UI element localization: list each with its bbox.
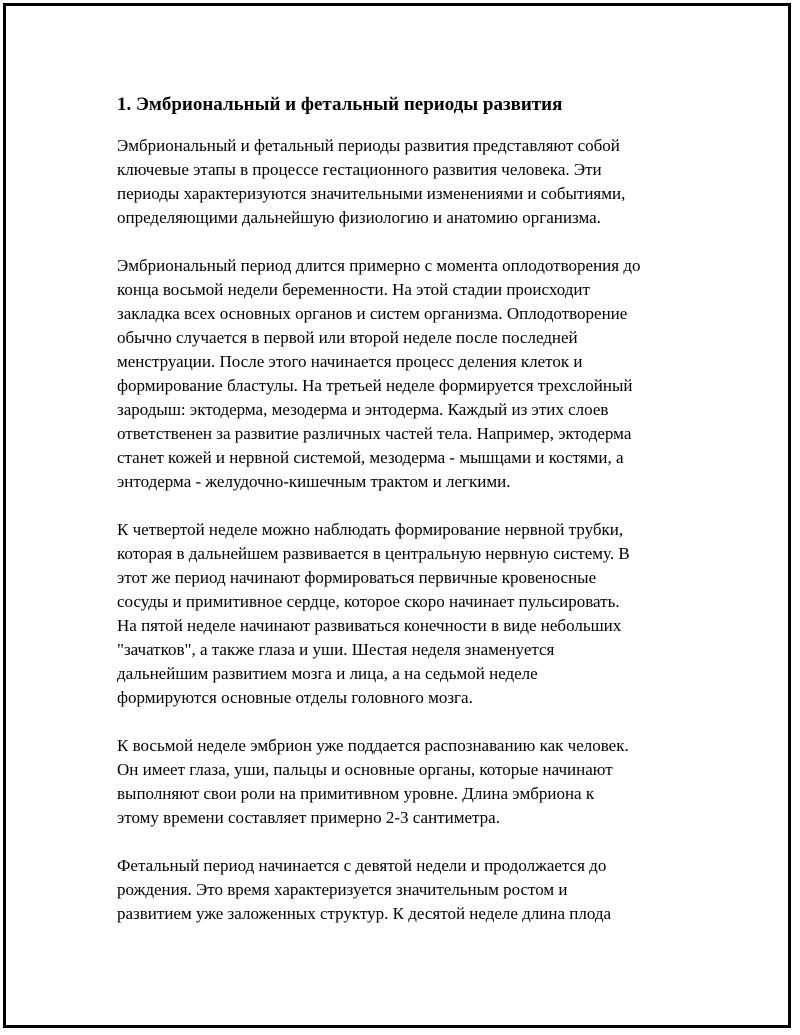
paragraph-intro: [117, 134, 697, 230]
text-line: станет кожей и нервной системой, мезодерма - мышцами и костями, а: [117, 448, 624, 467]
text-line: Он имеет глаза, уши, пальцы и основные органы, которые начинают: [117, 760, 613, 779]
section-heading: 1. Эмбриональный и фетальный периоды развития: [117, 94, 563, 115]
document-body: [117, 92, 697, 950]
text-line: энтодерма - желудочно-кишечным трактом и легкими.: [117, 472, 511, 491]
text-line: рождения. Это время характеризуется значительным ростом и: [117, 880, 568, 899]
text-line: этому времени составляет примерно 2-3 сантиметра.: [117, 808, 500, 827]
text-line: Фетальный период начинается с девятой недели и продолжается до: [117, 856, 607, 875]
text-line: К четвертой неделе можно наблюдать формирование нервной трубки,: [117, 520, 624, 539]
text-line: определяющими дальнейшую физиологию и анатомию организма.: [117, 208, 601, 227]
text-line: формирование бластулы. На третьей неделе формируется трехслойный: [117, 376, 633, 395]
paragraph-embryonic-period: [117, 254, 697, 494]
paragraph-eighth-week: [117, 734, 697, 830]
text-line: обычно случается в первой или второй неделе после последней: [117, 328, 578, 347]
text-line: На пятой неделе начинают развиваться конечности в виде небольших: [117, 616, 622, 635]
text-line: Эмбриональный и фетальный периоды развития представляют собой: [117, 136, 620, 155]
text-line: закладка всех основных органов и систем организма. Оплодотворение: [117, 304, 628, 323]
text-line: К восьмой неделе эмбрион уже поддается распознаванию как человек.: [117, 736, 629, 755]
text-line: "зачатков", а также глаза и уши. Шестая неделя знаменуется: [117, 640, 555, 659]
text-line: конца восьмой недели беременности. На этой стадии происходит: [117, 280, 590, 299]
text-line: сосуды и примитивное сердце, которое скоро начинает пульсировать.: [117, 592, 620, 611]
text-line: Эмбриональный период длится примерно с момента оплодотворения до: [117, 256, 641, 275]
text-line: развитием уже заложенных структур. К десятой неделе длина плода: [117, 904, 612, 923]
text-line: ключевые этапы в процессе гестационного развития человека. Эти: [117, 160, 602, 179]
text-line: ответственен за развитие различных частей тела. Например, эктодерма: [117, 424, 632, 443]
paragraph-fetal-period: [117, 854, 697, 926]
text-line: этот же период начинают формироваться первичные кровеносные: [117, 568, 597, 587]
text-line: зародыш: эктодерма, мезодерма и энтодерма. Каждый из этих слоев: [117, 400, 609, 419]
text-line: периоды характеризуются значительными изменениями и событиями,: [117, 184, 626, 203]
text-line: выполняют свои роли на примитивном уровне. Длина эмбриона к: [117, 784, 595, 803]
text-line: дальнейшим развитием мозга и лица, а на седьмой неделе: [117, 664, 538, 683]
text-line: менструации. После этого начинается процесс деления клеток и: [117, 352, 583, 371]
paragraph-fourth-week: [117, 518, 697, 710]
text-line: которая в дальнейшем развивается в центральную нервную систему. В: [117, 544, 630, 563]
text-line: формируются основные отделы головного мозга.: [117, 688, 473, 707]
